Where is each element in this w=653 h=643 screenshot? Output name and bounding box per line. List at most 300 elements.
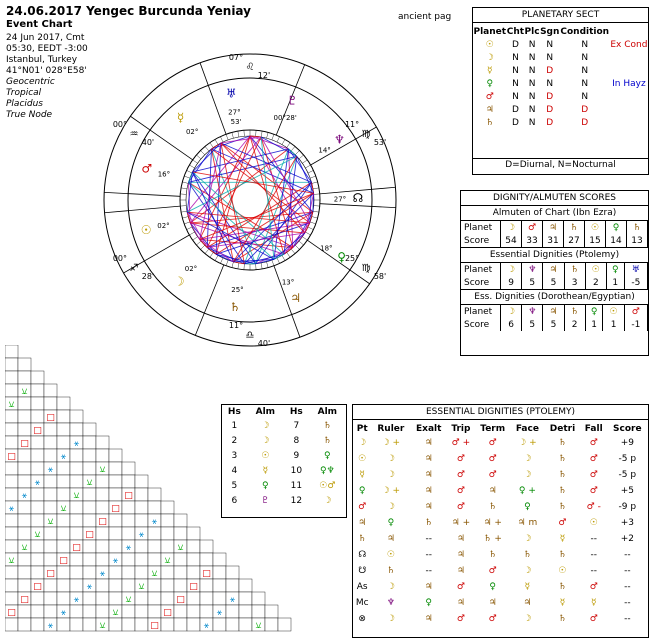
aspect-grid-cell <box>109 618 122 631</box>
aspect-grid-cell <box>96 475 109 488</box>
planet-degree: 13° <box>281 278 295 287</box>
cusp-degree: 00° <box>112 254 128 263</box>
sect-condition <box>610 90 648 103</box>
sect-value: N <box>581 78 589 89</box>
score-value: 5 <box>522 318 543 331</box>
coords-line: 41°N01' 028°E58' <box>6 66 87 76</box>
aspect-grid-cell <box>148 553 161 566</box>
score-row-label: Score <box>461 276 501 289</box>
aspect-grid-cell <box>174 579 187 592</box>
aspect-grid-cell <box>109 488 122 501</box>
aspect-grid-cell <box>5 345 18 358</box>
score-group-title: Ess. Dignities (Dorothean/Egyptian) <box>461 290 648 305</box>
cusp-minutes: 40' <box>141 138 155 147</box>
planet-glyph: ♂ <box>141 161 153 176</box>
ep-cell: -- <box>425 550 432 560</box>
score-value: 1 <box>603 318 624 331</box>
aspect-grid-cell <box>44 540 57 553</box>
aspect-grid-cell <box>239 605 252 618</box>
sect-value: D <box>581 117 589 128</box>
score-group-ptolemy <box>461 247 648 289</box>
aspect-grid-cell <box>187 566 200 579</box>
aspect-grid-cell <box>96 553 109 566</box>
aspect-grid-cell <box>96 592 109 605</box>
sect-row <box>473 38 648 51</box>
ep-cell: -- <box>624 582 631 592</box>
aspect-grid-glyph: ⚺ <box>47 517 54 527</box>
aspect-grid-cell <box>135 592 148 605</box>
ep-cell: ♂ <box>456 454 465 464</box>
sect-row <box>473 64 648 77</box>
aspect-grid-cell <box>44 449 57 462</box>
ep-cell: ♂ <box>456 582 465 592</box>
aspect-grid-cell <box>96 527 109 540</box>
aspect-grid-cell <box>31 462 44 475</box>
ep-cell: ♄ <box>358 534 367 544</box>
aspect-grid-glyph: ⚺ <box>112 608 119 618</box>
aspect-grid-cell <box>31 514 44 527</box>
chart-wheel <box>100 40 400 350</box>
aspect-grid-cell <box>187 540 200 553</box>
ep-row <box>353 563 648 579</box>
ep-cell: ♃ <box>456 598 465 608</box>
ep-header: Fall <box>584 423 603 434</box>
aspect-grid-cell <box>122 566 135 579</box>
sect-value: D <box>511 104 519 115</box>
aspect-grid-cell <box>70 553 83 566</box>
aspect-grid-cell <box>5 410 18 423</box>
aspect-grid-cell <box>70 579 83 592</box>
aspect-grid-cell <box>70 423 83 436</box>
ep-cell: ♃ <box>456 566 465 576</box>
almuten-glyph: ♀ <box>324 450 331 461</box>
planet-degree: 18° <box>320 244 333 253</box>
sect-row <box>473 116 648 129</box>
sect-value: N <box>581 91 589 102</box>
cusp-degree: 00° <box>112 120 128 129</box>
aspect-grid-cell <box>5 384 18 397</box>
score-planet-glyph: ♃ <box>543 263 564 276</box>
score-planet-glyph: ♃ <box>543 305 564 318</box>
planet-glyph: ☉ <box>140 222 152 237</box>
aspect-grid-cell <box>226 618 239 631</box>
aspect-grid-cell <box>109 592 122 605</box>
sect-value: N <box>528 39 536 50</box>
almuten-glyph: ☉♂ <box>319 480 336 491</box>
cusp-sign-glyph: ♎ <box>245 330 255 341</box>
score-planet-glyph: ☉ <box>603 305 624 318</box>
score-planet-glyph: ♃ <box>543 221 564 234</box>
planet-glyph: ♄ <box>229 299 241 314</box>
planet-degree: 25° <box>231 286 244 295</box>
aspect-grid-cell <box>148 579 161 592</box>
score-value: 54 <box>501 234 522 247</box>
score-row <box>461 263 648 276</box>
aspect-grid-cell <box>122 462 135 475</box>
aspect-grid-glyph: ⚹ <box>73 439 80 449</box>
aspect-grid-cell <box>70 462 83 475</box>
ep-cell: ☽ <box>386 502 395 512</box>
placidus-label: Placidus <box>6 99 43 109</box>
score-group-title: Essential Dignities (Ptolemy) <box>461 248 648 263</box>
sect-row <box>473 77 648 90</box>
aspect-grid-cell <box>18 618 31 631</box>
aspect-grid-cell <box>44 605 57 618</box>
aspect-grid-glyph: □ <box>20 439 29 449</box>
score-value: 15 <box>585 234 606 247</box>
aspect-grid-cell <box>200 540 213 553</box>
aspect-grid-cell <box>83 566 96 579</box>
ep-cell: ♀ <box>387 518 395 528</box>
ep-cell: ♀ <box>489 582 496 592</box>
aspect-grid-cell <box>5 462 18 475</box>
dignity-title: DIGNITY/ALMUTEN SCORES <box>461 191 648 206</box>
ep-cell: ♃ <box>386 534 395 544</box>
planet-glyph: ♅ <box>225 86 237 101</box>
aspect-grid-glyph: □ <box>150 621 159 631</box>
almuten-glyph: ♄ <box>323 420 332 431</box>
aspect-grid-cell <box>57 423 70 436</box>
sect-h-condition: Condition <box>560 26 610 37</box>
aspect-grid-cell <box>213 592 226 605</box>
ep-cell: ☽ <box>523 566 532 576</box>
ep-cell: ♂ <box>488 454 497 464</box>
aspect-grid-glyph: ⚹ <box>125 543 132 553</box>
ep-row <box>353 467 648 483</box>
sect-h-sgn: Sgn <box>540 26 560 37</box>
score-value: 5 <box>543 276 564 289</box>
aspect-grid-cell <box>83 436 96 449</box>
house-number: 10 <box>290 465 303 476</box>
score-planet-glyph: ♆ <box>522 263 543 276</box>
score-value: 1 <box>606 276 624 289</box>
geocentric-label: Geocentric <box>6 77 55 87</box>
ep-cell: ♄ <box>558 486 567 496</box>
aspect-grid-glyph: □ <box>46 413 55 423</box>
ep-row <box>353 483 648 499</box>
ep-cell: ♄ <box>558 550 567 560</box>
aspect-grid-cell <box>70 618 83 631</box>
almuten-glyph: ☽ <box>323 495 332 506</box>
score-planet-glyph: ☽ <box>501 305 522 318</box>
planet-glyph: ☊ <box>352 191 364 206</box>
aspect-grid-cell <box>44 423 57 436</box>
ep-cell: ⊗ <box>358 614 366 624</box>
ep-cell: ♃ <box>523 598 532 608</box>
house-number: 2 <box>231 435 238 446</box>
ep-cell: ♄ <box>523 550 532 560</box>
aspect-grid-cell <box>18 514 31 527</box>
ep-cell: ♀ <box>425 598 432 608</box>
aspect-grid-glyph: ⚹ <box>60 608 67 618</box>
score-value: -5 <box>624 276 647 289</box>
ep-cell: ☽ <box>523 534 532 544</box>
sect-condition: Ex Cond <box>610 39 648 50</box>
aspect-grid-glyph: ⚺ <box>138 582 145 592</box>
aspect-grid-cell <box>31 397 44 410</box>
ep-cell: ♃ <box>456 550 465 560</box>
ep-cell: ♂ <box>456 614 465 624</box>
aspect-grid-cell <box>18 527 31 540</box>
aspect-grid-cell <box>200 592 213 605</box>
aspect-grid-cell <box>31 371 44 384</box>
aspect-grid-cell <box>174 618 187 631</box>
ep-cell: ♆ <box>386 598 395 608</box>
aspect-grid-glyph: □ <box>46 569 55 579</box>
aspect-grid-cell <box>109 449 122 462</box>
score-planet-glyph: ♄ <box>564 221 585 234</box>
ep-cell: ☽ <box>386 470 395 480</box>
sect-h-cht: Cht <box>506 26 525 37</box>
sect-value: N <box>546 78 554 89</box>
aspect-grid-glyph: ⚺ <box>60 504 67 514</box>
aspect-grid-cell <box>18 397 31 410</box>
sect-value: N <box>512 91 519 102</box>
score-value: 9 <box>501 276 522 289</box>
aspect-grid-cell <box>122 475 135 488</box>
aspect-grid-cell <box>135 475 148 488</box>
aspect-grid-glyph: ⚺ <box>21 543 28 553</box>
sect-condition <box>610 103 648 116</box>
aspect-grid-cell <box>161 618 174 631</box>
aspect-grid-cell <box>5 514 18 527</box>
score-value: 31 <box>543 234 564 247</box>
aspect-grid-cell <box>187 553 200 566</box>
score-row <box>461 221 648 234</box>
chart-subtitle: Event Chart <box>6 19 73 30</box>
ep-cell: +3 <box>620 518 634 528</box>
ep-cell: ☿ <box>559 598 566 608</box>
cusp-degree: 11° <box>344 120 360 129</box>
sect-h-planet: Planet <box>473 26 507 37</box>
ep-cell: ♃ <box>488 598 497 608</box>
aspect-grid-glyph: □ <box>33 582 42 592</box>
cusp-minutes: 53' <box>373 138 387 147</box>
almuten-glyph: ☽ <box>261 435 270 446</box>
sect-value: N <box>581 52 589 63</box>
planetary-sect-box <box>472 7 649 175</box>
aspect-grid-cell <box>161 540 174 553</box>
aspect-grid-cell <box>174 553 187 566</box>
ep-cell: ☽ + <box>381 438 401 448</box>
aspect-grid-cell <box>5 527 18 540</box>
aspect-grid-cell <box>57 397 70 410</box>
sect-value: N <box>528 78 536 89</box>
ancient-note: ancient pag <box>398 12 452 22</box>
ep-cell: ♄ <box>558 502 567 512</box>
aspect-grid-cell <box>70 527 83 540</box>
ep-row <box>353 499 648 515</box>
aspect-grid-cell <box>57 462 70 475</box>
ep-cell: ☋ <box>358 566 367 576</box>
aspect-grid-cell <box>83 540 96 553</box>
aspect-grid-cell <box>213 566 226 579</box>
sect-row <box>473 51 648 64</box>
score-planet-glyph: ☽ <box>501 263 522 276</box>
sect-value: D <box>581 104 589 115</box>
ep-cell: ♂ <box>488 566 497 576</box>
aspect-grid-cell <box>174 605 187 618</box>
planet-degree: 16° <box>157 170 171 179</box>
almuten-glyph: ☿ <box>262 465 269 476</box>
ep-cell: -9 p <box>618 502 637 512</box>
aspect-grid-cell <box>18 410 31 423</box>
aspect-grid-cell <box>174 527 187 540</box>
score-value: 13 <box>627 234 648 247</box>
cusp-minutes: 58' <box>373 272 387 281</box>
aspect-grid-cell <box>122 527 135 540</box>
aspect-grid-glyph: ⚹ <box>151 517 158 527</box>
planet-glyph: ♆ <box>334 132 345 147</box>
aspect-grid-cell <box>31 540 44 553</box>
score-planet-glyph: ♀ <box>606 263 624 276</box>
sect-value: N <box>528 117 536 128</box>
ep-cell: ☽ <box>386 582 395 592</box>
aspect-grid-glyph: □ <box>85 530 94 540</box>
ess-ptolemy-table <box>353 422 648 627</box>
sect-planet-glyph: ☽ <box>485 52 494 63</box>
aspect-grid-glyph: □ <box>189 582 198 592</box>
aspect-grid-cell <box>109 527 122 540</box>
sect-value: D <box>511 39 519 50</box>
aspect-grid-glyph: □ <box>20 595 29 605</box>
score-table <box>461 263 648 289</box>
aspect-grid-cell <box>213 579 226 592</box>
sect-planet-glyph: ♄ <box>485 117 494 128</box>
ep-cell: ♄ <box>558 454 567 464</box>
score-row <box>461 318 648 331</box>
ah-h-hs2: Hs <box>289 406 303 417</box>
ep-cell: ♃ <box>456 534 465 544</box>
ep-cell: ♂ <box>589 582 598 592</box>
ep-cell: -- <box>590 550 597 560</box>
score-planet-glyph: ☉ <box>585 221 606 234</box>
aspect-grid-glyph: □ <box>176 595 185 605</box>
aspect-grid-cell <box>5 475 18 488</box>
planet-glyph: ☿ <box>176 110 185 125</box>
aspect-grid-cell <box>18 371 31 384</box>
ep-cell: ☽ <box>386 454 395 464</box>
house-number: 6 <box>231 495 238 506</box>
ep-cell: ☽ <box>523 470 532 480</box>
aspect-grid-cell <box>122 579 135 592</box>
aspect-grid-cell <box>148 488 161 501</box>
chart-title: 24.06.2017 Yengec Burcunda Yeniay <box>6 4 251 18</box>
sect-planet-glyph: ☿ <box>486 65 493 76</box>
almuten-glyph: ♇ <box>261 495 270 506</box>
ep-cell: ♃ + <box>483 518 502 528</box>
ep-cell: ♃ m <box>517 518 538 528</box>
ep-cell: +5 <box>620 486 634 496</box>
ep-cell: ♃ <box>424 502 433 512</box>
house-number: 8 <box>293 435 300 446</box>
aspect-grid-cell <box>83 553 96 566</box>
ep-header: Pt <box>356 423 368 434</box>
ep-cell: As <box>356 582 368 592</box>
sect-value: N <box>512 52 519 63</box>
aspect-grid-cell <box>122 501 135 514</box>
house-number: 12 <box>290 495 303 506</box>
ep-cell: ♂ - <box>586 502 601 512</box>
aspect-grid-glyph: ⚺ <box>73 491 80 501</box>
ep-cell: -- <box>624 566 631 576</box>
aspect-grid-glyph: ⚺ <box>8 556 15 566</box>
ah-h-hs1: Hs <box>227 406 241 417</box>
house-number: 5 <box>231 480 238 491</box>
aspect-grid-cell <box>44 436 57 449</box>
aspect-grid-cell <box>226 566 239 579</box>
sect-value: D <box>546 117 554 128</box>
aspect-grid-glyph: ⚹ <box>8 504 15 514</box>
ep-cell: ☿ <box>359 470 365 480</box>
ess-ptolemy-title: ESSENTIAL DIGNITIES (PTOLEMY) <box>353 405 648 420</box>
aspect-grid-cell <box>96 449 109 462</box>
ep-cell: ☽ + <box>518 438 537 448</box>
aspect-grid-cell <box>122 605 135 618</box>
aspect-grid-cell <box>44 579 57 592</box>
sect-value: N <box>512 78 519 89</box>
aspect-grid-glyph: ⚺ <box>86 478 93 488</box>
sect-h-plc: Plc <box>524 26 540 37</box>
score-planet-glyph: ♆ <box>522 305 543 318</box>
aspect-grid-cell <box>31 553 44 566</box>
aspect-grid-cell <box>83 462 96 475</box>
aspect-grid-cell <box>5 436 18 449</box>
aspect-grid-cell <box>226 579 239 592</box>
aspect-grid-cell <box>135 566 148 579</box>
dignity-scores-box <box>460 190 649 356</box>
house-number: 7 <box>293 420 300 431</box>
aspect-grid-cell <box>83 514 96 527</box>
aspect-grid-cell <box>83 618 96 631</box>
aspect-grid-cell <box>96 605 109 618</box>
sect-value: N <box>546 39 554 50</box>
score-value: 2 <box>564 318 585 331</box>
aspect-grid-glyph: ⚹ <box>73 595 80 605</box>
aspect-grid-cell <box>18 423 31 436</box>
aspect-grid-cell <box>31 501 44 514</box>
ep-cell: ♀ <box>524 502 531 512</box>
aspect-grid-cell <box>5 579 18 592</box>
aspect-grid-cell <box>161 514 174 527</box>
aspect-grid-cell <box>96 488 109 501</box>
almuten-glyph: ♀ <box>262 480 269 491</box>
date-line: 24 Jun 2017, Cmt <box>6 33 85 43</box>
aspect-grid-cell <box>213 553 226 566</box>
aspect-grid-cell <box>5 618 18 631</box>
almuten-glyph: ♄ <box>323 435 332 446</box>
aspect-grid-cell <box>83 423 96 436</box>
ep-cell: -- <box>425 534 432 544</box>
ep-cell: ☿ <box>559 534 566 544</box>
aspect-grid-cell <box>200 553 213 566</box>
score-value: 5 <box>543 318 564 331</box>
ep-cell: ♂ + <box>451 438 471 448</box>
aspect-grid-cell <box>70 514 83 527</box>
aspect-grid-cell <box>57 566 70 579</box>
aspect-grid-cell <box>31 410 44 423</box>
aspect-grid-glyph: ⚺ <box>177 543 184 553</box>
score-planet-glyph: ☉ <box>585 263 606 276</box>
aspect-grid-cell <box>174 566 187 579</box>
aspect-grid-cell <box>31 566 44 579</box>
ep-cell: ☉ <box>589 518 598 528</box>
aspect-grid-cell <box>70 475 83 488</box>
aspect-grid-cell <box>187 618 200 631</box>
almuten-glyph: ♀♆ <box>320 465 335 476</box>
ep-cell: -- <box>590 566 597 576</box>
aspect-grid-cell <box>83 605 96 618</box>
